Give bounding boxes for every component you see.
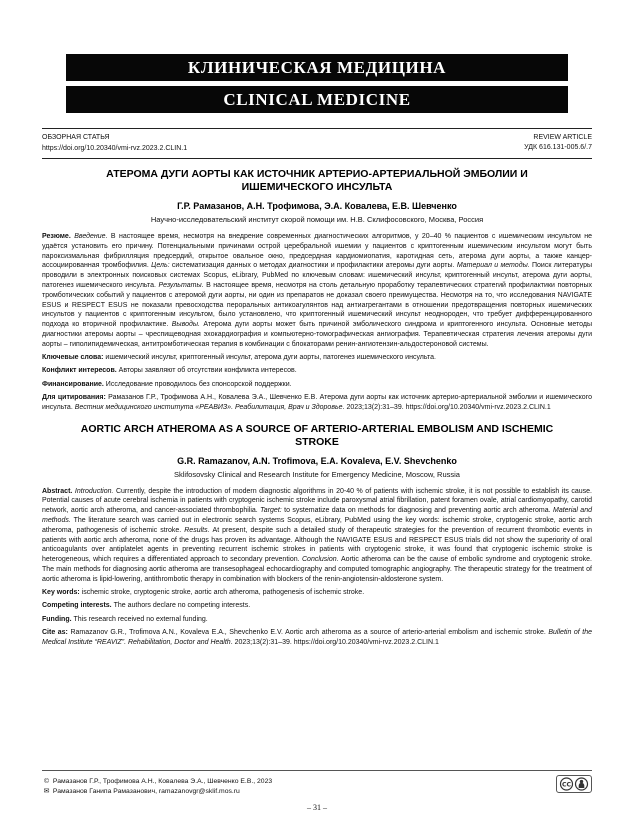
meta-left	[42, 133, 187, 153]
copyright-line	[42, 777, 272, 787]
corresponding-author-line	[42, 787, 272, 797]
funding-ru: Финансирование. Исследование проводилось без спонсорской поддержки.	[42, 380, 292, 388]
citation-ru: Для цитирования: Рамазанов Г.Р., Трофимова А.Н., Ковалева Э.А., Шевченко Е.В. Атерома дуги аорты как источник артерио-артериальной эмболии и ишемического инсульта. Вестник медицинского института «РЕАВИЗ». Реабилитация, Врач и Здоровье. 2023;13(2):31–39. https://doi.org/10.20340/vmi-rvz.2023.2.CLIN.1	[42, 393, 592, 411]
journal-banner-ru: КЛИНИЧЕСКАЯ МЕДИЦИНА	[66, 54, 568, 81]
page-number: – 31 –	[307, 803, 327, 812]
cc-license-icon	[556, 775, 592, 793]
article-type-en: REVIEW ARTICLE	[533, 134, 592, 141]
competing-interests-ru: Конфликт интересов. Авторы заявляют об отсутствии конфликта интересов.	[42, 367, 297, 375]
abstract-ru: Резюме. Введение. В настоящее время, несмотря на внедрение современных диагностических алгоритмов, у 20–40 % пациентов с ишемическим инсультом не удаётся установить его причину. Потенциальными причинами острой церебральной ишемии у пациентов с криптогенным ишемическим инсультом могут быть пароксизмальная фибрилляция предсердий, открытое овальное окно, предсердная кардиомиопатия, каротидная сеть, атерома дуги аорты, а также канцер-ассоциированная тромбофилия. Цель: систематизация данных о методах диагностики и профилактики атеромы дуги аорты. Материал и методы. Поиск литературы проводили в электронных поисковых системах Scopus, eLibrary, PubMed по ключевым словам: ишемический инсульт, криптогенный инсульт, атерома дуги аорты, патогенез ишемического инсульта. Результаты. В настоящее время, несмотря на столь детальную проработку терапевтических стратегий профилактики повторных тромботических событий у пациентов с атеромой дуги аорты, ни один из препаратов не доказал своего преимущества. Несмотря на то, что исследования NAVIGATE ESUS и RESPECT ESUS не показали превосходства пероральных антикоагулянтов над антиагрегантами в отношении предотвращения повторных ишемических инсультов у пациентов с криптогенным инсультом, было установлено, что криптогенный ишемический инсульт неоднороден, что требует дифференцированного подхода ко вторичной профилактике. Выводы. Атерома дуги аорты может быть причиной эмболического синдрома и криптогенного инсульта. Основные методы диагностики атеромы аорты – чреспищеводная эхокардиография и компьютерно-томографическая ангиография. Терапевтическая стратегия лечения атеромы дуги аорты – гиполипидемическая, антитромботическая терапия в комбинации с блокаторами ренин-ангиотензин-альдостероновой системы.	[42, 233, 593, 348]
copyright-text: Рамазанов Г.Р., Трофимова А.Н., Ковалева Э.А., Шевченко Е.В., 2023	[52, 777, 273, 785]
meta-right	[524, 133, 592, 153]
cc-license-badge[interactable]	[556, 775, 592, 798]
affiliation-ru: Научно-исследовательский институт скорой помощи им. Н.В. Склифосовского, Москва, Россия	[150, 215, 484, 224]
udk-number: УДК 616.131-005.6/.7	[524, 143, 592, 151]
citation-en: Cite as: Ramazanov G.R., Trofimova A.N., Kovaleva E.A., Shevchenko E.V. Aortic arch atheroma as a source of arterio-arterial embolism and ischemic stroke. Bulletin of the Medical Institute “REAVIZ”. Rehabilitation, Doctor and Health. 2023;13(2):31–39. https://doi.org/10.20340/vmi-rvz.2023.2.CLIN.1	[42, 628, 593, 646]
email-icon: ✉	[43, 787, 50, 795]
affiliation-en: Sklifosovsky Clinical and Research Institute for Emergency Medicine, Moscow, Russia	[174, 469, 460, 479]
page-footer	[42, 770, 592, 812]
article-title-ru: АТЕРОМА ДУГИ АОРТЫ КАК ИСТОЧНИК АРТЕРИО-АРТЕРИАЛЬНОЙ ЭМБОЛИИ И ИШЕМИЧЕСКОГО ИНСУЛЬТА	[106, 168, 528, 193]
journal-banner-en: CLINICAL MEDICINE	[66, 86, 568, 113]
divider-meta	[42, 158, 592, 159]
footer-text	[42, 777, 272, 797]
authors-en: G.R. Ramazanov, A.N. Trofimova, E.A. Kovaleva, E.V. Shevchenko	[177, 455, 457, 466]
article-meta	[42, 129, 592, 158]
competing-interests-en: Competing interests. The authors declare no competing interests.	[42, 602, 251, 610]
article-title-en: AORTIC ARCH ATHEROMA AS A SOURCE OF ARTERIO-ARTERIAL EMBOLISM AND ISCHEMIC STROKE	[80, 422, 554, 448]
funding-en: Funding. This research received no external funding.	[42, 615, 208, 623]
article-type-ru: ОБЗОРНАЯ СТАТЬЯ	[42, 134, 110, 141]
copyright-icon: ©	[43, 777, 49, 785]
keywords-ru: Ключевые слова: ишемический инсульт, криптогенный инсульт, атерома дуги аорты, патогенез ишемического инсульта.	[42, 354, 436, 362]
keywords-en: Key words: ischemic stroke, cryptogenic stroke, aortic arch atheroma, pathogenesis of ischemic stroke.	[42, 589, 365, 597]
corresponding-author-link[interactable]: Рамазанов Ганипа Рамазанович, ramazanovgr@sklif.mos.ru	[52, 787, 240, 795]
doi-link[interactable]: https://doi.org/10.20340/vmi-rvz.2023.2.CLIN.1	[42, 144, 188, 152]
authors-ru: Г.Р. Рамазанов, А.Н. Трофимова, Э.А. Ковалева, Е.В. Шевченко	[177, 201, 457, 211]
svg-text:CC: CC	[561, 781, 572, 789]
abstract-en: Abstract. Introduction. Currently, despite the introduction of modern diagnostic algorithms in 20-40 % of patients with ischemic stroke, it is not possible to establish its cause. Potential causes of acute cerebral ischemia in patients with cryptogenic ischemic stroke include paroxysmal atrial fibrillation, patent foramen ovale, atrial cardiomyopathy, carotid network, aortic arch atheroma, and cancer-associated thrombophilia. Target: to systematize data on methods for diagnosing and preventing aortic arch atheroma. Material and methods. The literature search was carried out in electronic search systems Scopus, eLibrary, PubMed using the key words: ischemic stroke, cryptogenic stroke, aortic arch atheroma, pathogenesis of ischemic stroke. Results. At present, despite such a detailed study of therapeutic strategies for the prevention of recurrent thrombotic events in patients with aortic arch atheroma, none of the drugs has proven its advantage. Although the NAVIGATE ESUS and RESPECT ESUS trials did not show the superiority of oral anticoagulants over antiplatelet agents in preventing recurrent ischemic strokes in patients with cryptogenic stroke, it was found that cryptogenic ischemic stroke is heterogeneous, which requires a differentiated approach to secondary prevention. Conclusion. Aortic atheroma can be the cause of embolic syndrome and cryptogenic stroke. The main methods for diagnosing aortic atheroma are transesophageal echocardiography and computed tomographic angiography. The therapeutic strategy for the treatment of aortic atheroma is lipid-lowering, antithrombotic therapy in combination with blockers of the renin-angiotensin-aldosterone system.	[42, 487, 592, 583]
